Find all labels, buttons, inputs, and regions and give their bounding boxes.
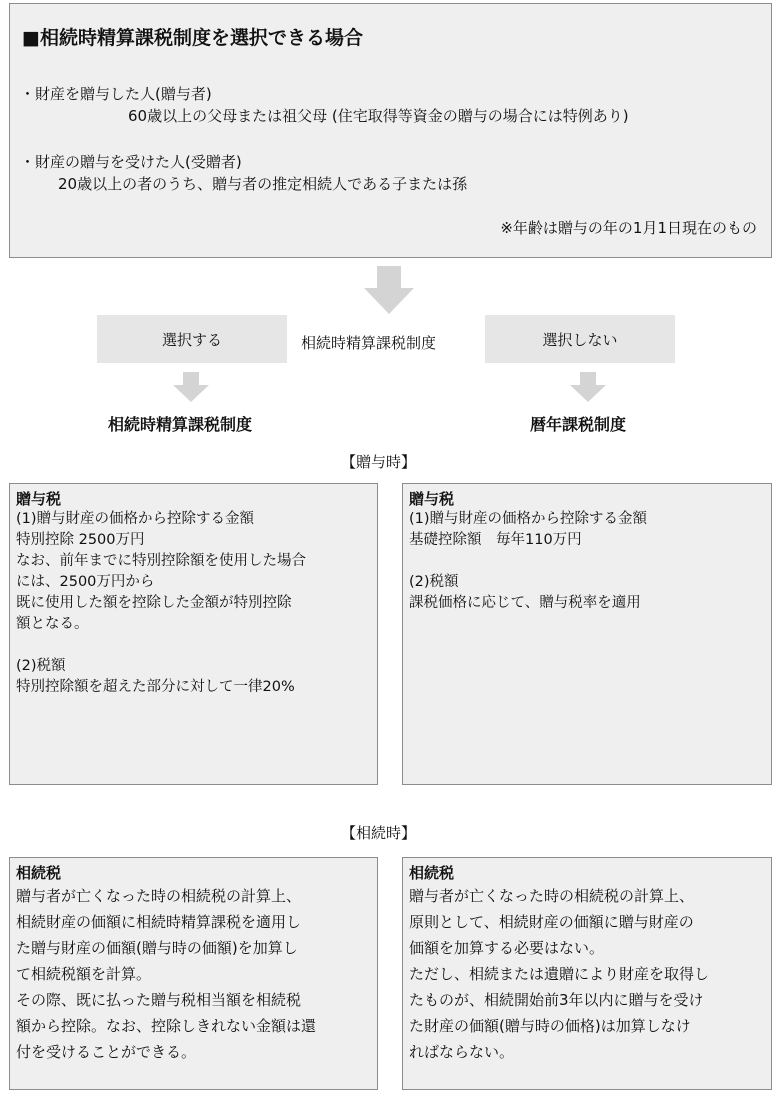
- inherit-tax-settlement-box: [9, 857, 378, 1090]
- donor-desc: 60歳以上の父母または祖父母 (住宅取得等資金の贈与の場合には特例あり): [128, 107, 629, 125]
- inherit-right-line-1: 贈与者が亡くなった時の相続税の計算上、: [409, 887, 695, 905]
- donee-label: ・財産の贈与を受けた人(受贈者): [20, 153, 242, 171]
- gift-right-line-3: [409, 551, 765, 572]
- donee-desc: 20歳以上の者のうち、贈与者の推定相続人である子または孫: [58, 175, 468, 193]
- result-annual-system: 暦年課税制度: [530, 415, 627, 434]
- result-settlement-system: 相続時精算課税制度: [108, 415, 253, 434]
- inherit-tax-left-title: 相続税: [16, 864, 62, 882]
- inherit-left-line-3: た贈与財産の価額(贈与時の価額)を加算し: [16, 939, 298, 957]
- donor-label: ・財産を贈与した人(贈与者): [20, 85, 212, 103]
- inherit-tax-annual-box: [402, 857, 772, 1090]
- gift-right-line-1: (1)贈与財産の価格から控除する金額: [409, 511, 648, 527]
- inherit-left-line-7: 付を受けることができる。: [16, 1043, 197, 1061]
- inherit-tax-right-title: 相続税: [409, 864, 455, 882]
- right-down-arrow-icon: [570, 372, 606, 402]
- left-down-arrow-icon: [173, 372, 209, 402]
- inherit-left-line-1: 贈与者が亡くなった時の相続税の計算上、: [16, 887, 302, 905]
- inherit-right-line-3: 価額を加算する必要はない。: [409, 939, 605, 957]
- gift-time-heading: 【贈与時】: [341, 453, 417, 471]
- gift-left-line-5: 既に使用した額を控除した金額が特別控除: [16, 595, 292, 611]
- inherit-left-line-5: その際、既に払った贈与税相当額を相続税: [16, 991, 302, 1009]
- gift-left-line-9: 特別控除額を超えた部分に対して一律20%: [16, 679, 295, 695]
- gift-tax-right-body: [409, 509, 765, 614]
- inherit-right-line-5: たものが、相続開始前3年以内に贈与を受け: [409, 991, 704, 1009]
- inherit-tax-left-body: [16, 883, 371, 1065]
- inherit-left-line-6: 額から控除。なお、控除しきれない金額は還: [16, 1017, 317, 1035]
- gift-left-line-8: (2)税額: [16, 658, 66, 674]
- gift-tax-left-title: 贈与税: [16, 490, 62, 508]
- inherit-time-heading: 【相続時】: [341, 824, 417, 842]
- choice-select-text: 選択する: [161, 330, 222, 349]
- gift-tax-annual-box: [402, 483, 772, 785]
- gift-left-line-4: には、2500万円から: [16, 574, 155, 590]
- choice-select-label: [97, 315, 287, 363]
- branch-center-label: 相続時精算課税制度: [301, 334, 437, 352]
- gift-right-line-5: 課税価格に応じて、贈与税率を適用: [409, 595, 641, 611]
- gift-tax-settlement-box: [9, 483, 378, 785]
- gift-right-line-2: 基礎控除額 毎年110万円: [409, 532, 582, 548]
- eligibility-title: ■相続時精算課税制度を選択できる場合: [22, 27, 363, 49]
- inherit-right-line-2: 原則として、相続財産の価額に贈与財産の: [409, 913, 694, 931]
- gift-tax-left-body: [16, 509, 371, 698]
- inherit-left-line-4: て相続税額を計算。: [16, 965, 152, 983]
- choice-not-select-text: 選択しない: [542, 330, 618, 349]
- inherit-right-line-7: ればならない。: [409, 1043, 515, 1061]
- down-arrow-icon: [364, 266, 414, 316]
- gift-tax-right-title: 贈与税: [409, 490, 455, 508]
- inherit-right-line-6: た財産の価額(贈与時の価格)は加算しなけ: [409, 1017, 691, 1035]
- gift-right-line-4: (2)税額: [409, 574, 459, 590]
- eligibility-box: [9, 3, 772, 258]
- inherit-tax-right-body: [409, 883, 765, 1065]
- gift-left-line-1: (1)贈与財産の価格から控除する金額: [16, 511, 255, 527]
- gift-left-line-3: なお、前年までに特別控除額を使用した場合: [16, 553, 306, 569]
- choice-not-select-label: [485, 315, 675, 363]
- gift-left-line-6: 額となる。: [16, 616, 89, 632]
- inherit-right-line-4: ただし、相続または遺贈により財産を取得し: [409, 965, 710, 983]
- gift-left-line-7: [16, 635, 371, 656]
- age-note: ※年齢は贈与の年の1月1日現在のもの: [500, 219, 757, 237]
- inherit-left-line-2: 相続財産の価額に相続時精算課税を適用し: [16, 913, 302, 931]
- gift-left-line-2: 特別控除 2500万円: [16, 532, 145, 548]
